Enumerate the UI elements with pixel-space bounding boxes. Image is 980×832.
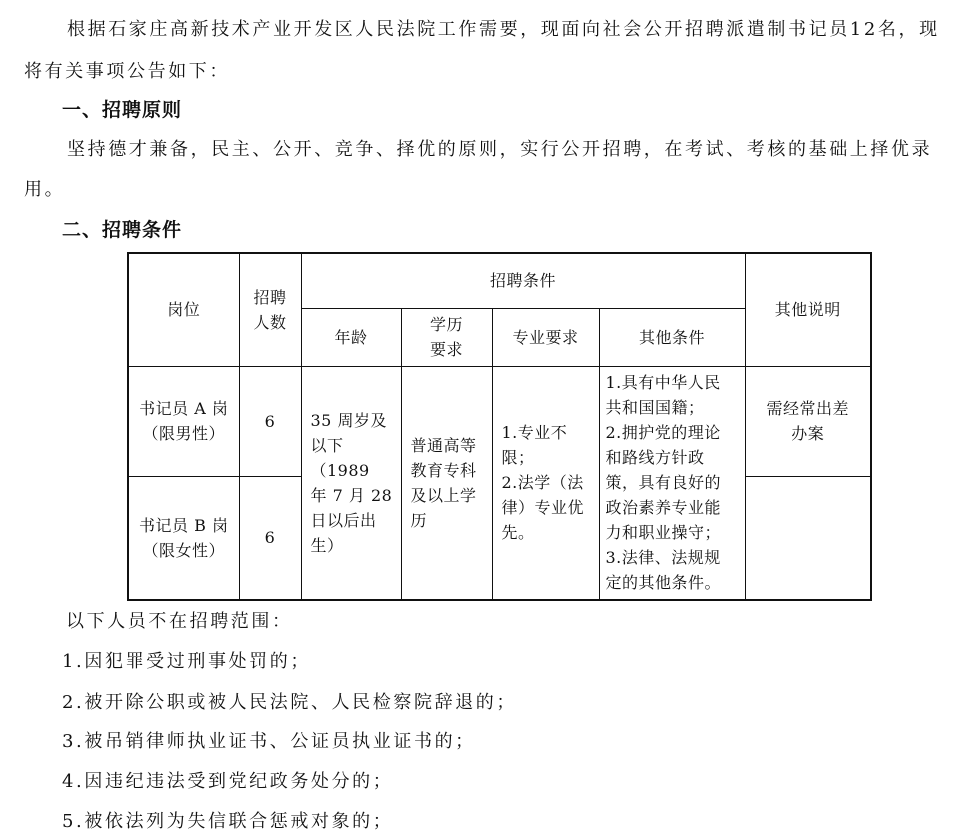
list-item: 3.被吊销律师执业证书、公证员执业证书的； <box>62 731 476 752</box>
major-requirement: 1.专业不 限； 2.法学（法 律）专业优 先。 <box>492 366 599 600</box>
education-requirement: 普通高等 教育专科 及以上学 历 <box>401 366 492 600</box>
row-b-note <box>745 476 871 600</box>
section-heading-conditions: 二、招聘条件 <box>62 219 183 241</box>
list-item: 5.被依法列为失信联合惩戒对象的； <box>62 811 394 832</box>
header-age: 年龄 <box>301 308 401 366</box>
other-conditions: 1.具有中华人民 共和国国籍； 2.拥护党的理论 和路线方针政 策，具有良好的 政治素养专业能 力和职业操守； 3.法律、法规规 定的其他条件。 <box>599 366 745 600</box>
row-a-note: 需经常出差 办案 <box>745 366 871 476</box>
row-a-count: 6 <box>239 366 301 476</box>
intro-line-2: 将有关事项公告如下： <box>24 61 230 82</box>
row-b-position: 书记员 B 岗 （限女性） <box>128 476 239 600</box>
header-notes: 其他说明 <box>745 253 871 366</box>
recruitment-table <box>127 252 872 601</box>
list-item: 4.因违纪违法受到党纪政务处分的； <box>62 771 394 792</box>
header-other: 其他条件 <box>599 308 745 366</box>
header-major: 专业要求 <box>492 308 599 366</box>
list-item: 1.因犯罪受过刑事处罚的； <box>62 651 311 672</box>
row-a-position: 书记员 A 岗 （限男性） <box>128 366 239 476</box>
header-conditions: 招聘条件 <box>301 253 745 308</box>
header-count: 招聘 人数 <box>239 253 301 366</box>
exclusions-title: 以下人员不在招聘范围： <box>66 611 293 632</box>
principles-line-2: 用。 <box>24 179 66 200</box>
header-education: 学历 要求 <box>401 308 492 366</box>
intro-line-1: 根据石家庄高新技术产业开发区人民法院工作需要，现面向社会公开招聘派遣制书记员12名，现 <box>67 19 940 40</box>
row-b-count: 6 <box>239 476 301 600</box>
header-position: 岗位 <box>128 253 239 366</box>
list-item: 2.被开除公职或被人民法院、人民检察院辞退的； <box>62 692 517 713</box>
principles-line-1: 坚持德才兼备，民主、公开、竞争、择优的原则，实行公开招聘，在考试、考核的基础上择优录 <box>67 139 933 160</box>
age-requirement: 35 周岁及 以下（1989 年 7 月 28 日以后出 生） <box>301 366 401 600</box>
section-heading-principles: 一、招聘原则 <box>62 99 183 121</box>
table-row <box>128 366 871 476</box>
